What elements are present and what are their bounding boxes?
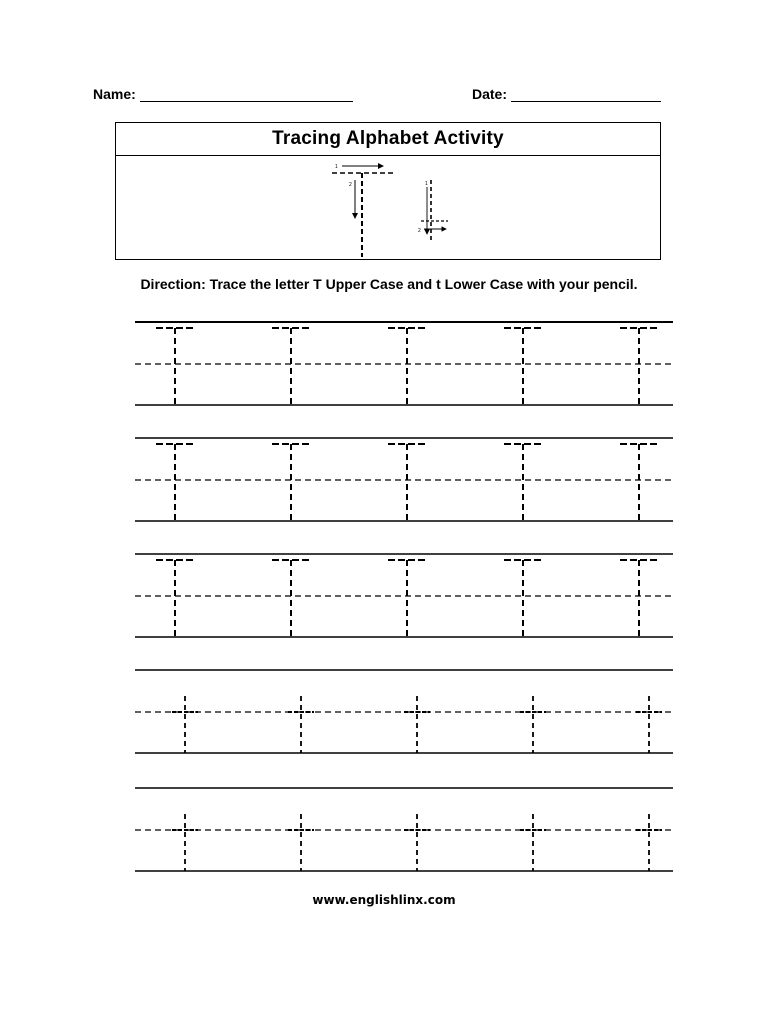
name-label: Name:	[93, 86, 136, 102]
stroke-1-number: 1	[335, 164, 338, 170]
date-label: Date:	[472, 86, 508, 102]
stroke-1-number: 1	[425, 181, 428, 187]
worksheet-title: Tracing Alphabet Activity	[272, 128, 504, 149]
stroke-2-number: 2	[418, 228, 421, 234]
footer-url: www.englishlinx.com	[312, 893, 456, 907]
stroke-2-number: 2	[349, 182, 352, 188]
direction-text: Direction: Trace the letter T Upper Case and t Lower Case with your pencil.	[140, 276, 638, 292]
